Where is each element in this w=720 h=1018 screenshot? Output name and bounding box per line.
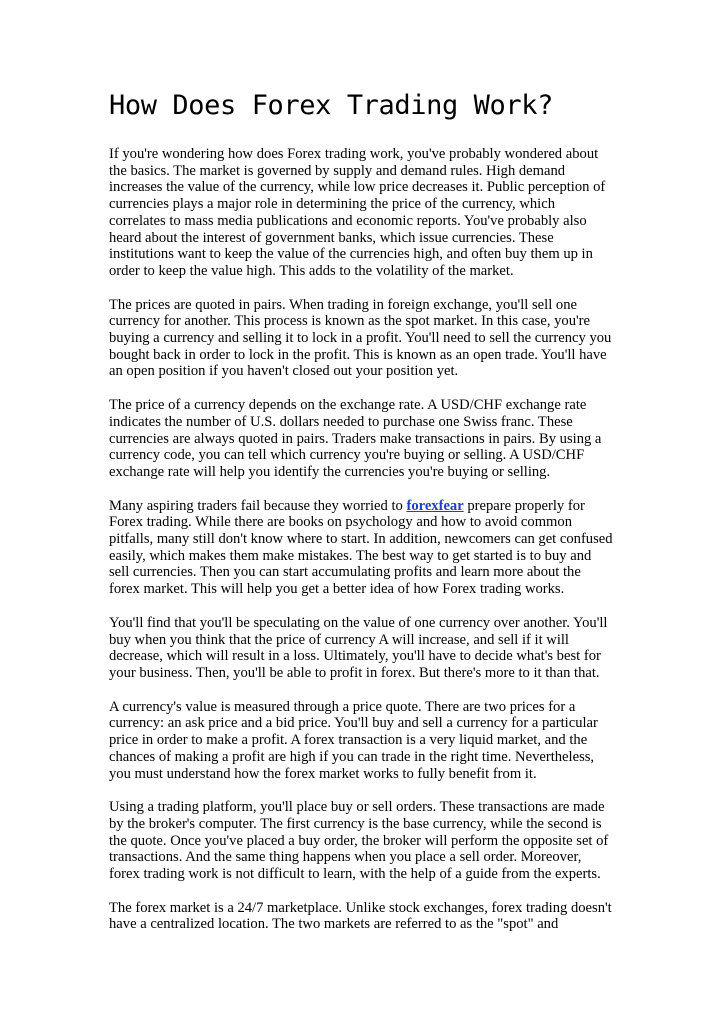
page-title: How Does Forex Trading Work? — [109, 90, 553, 121]
paragraph-1: If you're wondering how does Forex trading work, you've probably wondered about the basics. The market is governed by supply and demand rules. High demand increases the value of the currency, while low price decreases it. Public perception of currencies plays a major role in determining the price of the currency, which correlates to mass media publications and economic reports. You've probably also heard about the interest of government banks, which issue currencies. These institutions want to keep the value of the currencies high, and often buy them up in order to keep the value high. This adds to the volatility of the market. — [109, 146, 606, 279]
paragraph-6: A currency's value is measured through a price quote. There are two prices for a currency: an ask price and a bid price. You'll buy and sell a currency for a particular price in order to make a profit. A forex transaction is a very liquid market, and the chances of making a profit are high if you can trade in the right time. Nevertheless, you must understand how the forex market works to fully benefit from it. — [109, 698, 598, 782]
paragraph-3: The price of a currency depends on the exchange rate. A USD/CHF exchange rate indicates the number of U.S. dollars needed to purchase one Swiss franc. These currencies are always quoted in pairs. Traders make transactions in pairs. By using a currency code, you can tell which currency you're buying or selling. A USD/CHF exchange rate will help you identify the currencies you're buying or selling. — [109, 397, 602, 480]
paragraph-4-text-before: Many aspiring traders fail because they worried to — [109, 497, 407, 514]
paragraph-4-text-after: prepare properly for Forex trading. While there are books on psychology and how to avoid common pitfalls, many still don't know where to start. In addition, newcomers can get confused easily, which makes them make mistakes. The best way to get started is to buy and sell currencies. Then you can start accumulating profits and learn more about the forex market. This will help you get a better idea of how Forex trading works. — [109, 497, 613, 598]
paragraph-7: Using a trading platform, you'll place buy or sell orders. These transactions are made by the broker's computer. The first currency is the base currency, while the second is the quote. Once you've placed a buy order, the broker will perform the opposite set of transactions. And the same thing happens when you place a sell order. Moreover, forex trading work is not difficult to learn, with the help of a guide from the experts. — [109, 799, 609, 883]
forexfear-link[interactable]: forexfear — [406, 497, 464, 514]
paragraph-2: The prices are quoted in pairs. When trading in foreign exchange, you'll sell one currency for another. This process is known as the spot market. In this case, you're buying a currency and selling it to lock in a profit. You'll need to sell the currency you bought back in order to lock in the profit. This is known as an open trade. You'll have an open position if you haven't closed out your position yet. — [109, 296, 612, 380]
document-body — [109, 86, 614, 950]
paragraph-5: You'll find that you'll be speculating on the value of one currency over another. You'll buy when you think that the price of currency A will increase, and sell if it will decrease, which will result in a loss. Ultimately, you'll have to decide what's best for your business. Then, you'll be able to profit in forex. But there's more to it than that. — [109, 614, 608, 681]
paragraph-8: The forex market is a 24/7 marketplace. Unlike stock exchanges, forex trading doesn't have a centralized location. The two markets are referred to as the "spot" and — [109, 899, 612, 933]
paragraph-4 — [109, 498, 614, 598]
